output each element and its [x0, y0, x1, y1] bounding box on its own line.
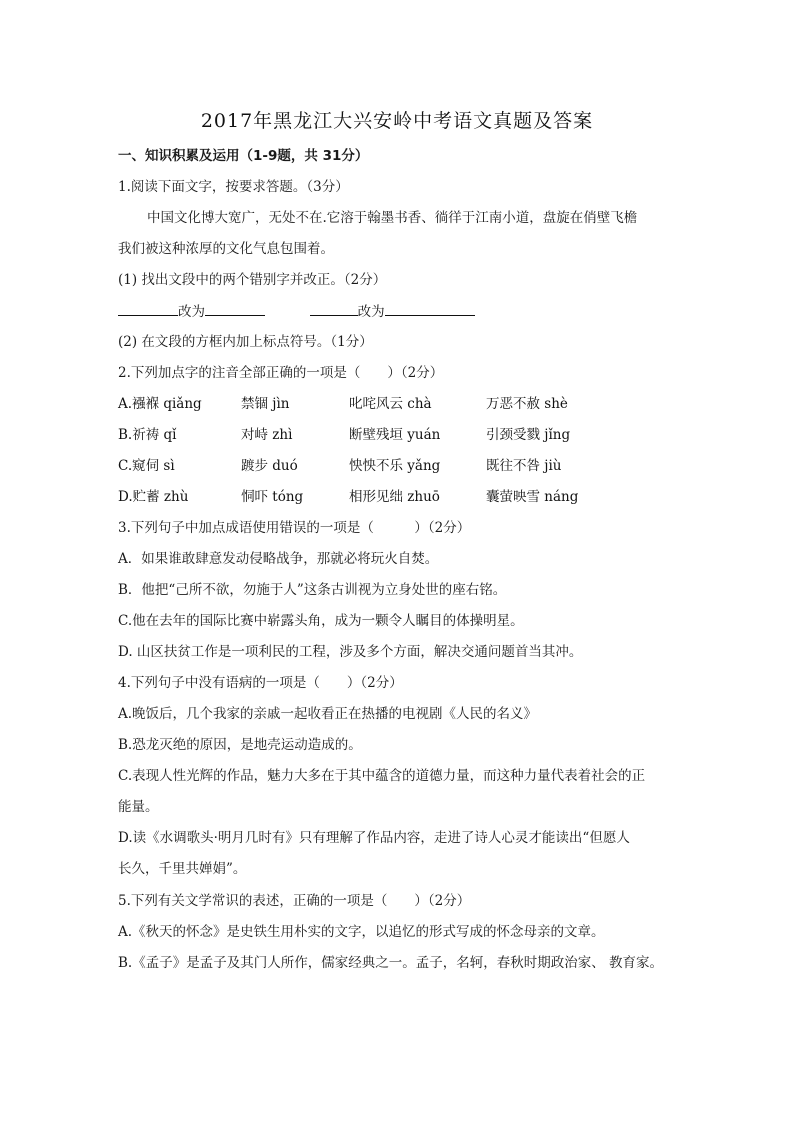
question-5-option: A.《秋天的怀念》是史铁生用朴实的文字，以追忆的形式写成的怀念母亲的文章。	[118, 924, 605, 940]
question-5-stem: 5.下列有关文学常识的表述，正确的一项是（ ）（2分）	[118, 893, 471, 909]
question-3-option: C.他在去年的国际比赛中崭露头角，成为一颗令人瞩目的体操明星。	[118, 613, 524, 629]
question-1-sub2: (2) 在文段的方框内加上标点符号。（1分）	[118, 334, 373, 350]
question-4-option: C.表现人性光辉的作品，魅力大多在于其中蕴含的道德力量，而这种力量代表着社会的正	[118, 768, 646, 784]
question-4-option: D.读《水调歌头·明月几时有》只有理解了作品内容，走进了诗人心灵才能读出“但愿人	[118, 830, 630, 846]
question-5-option: B.《孟子》是孟子及其门人所作，儒家经典之一。孟子，名轲，春秋时期政治家、 教育家。	[118, 955, 664, 971]
option-item: 叱咤风云 chà	[349, 396, 432, 412]
option-item: 相形见绌 zhuō	[349, 489, 440, 505]
section-heading: 一、知识积累及运用（1-9题，共 31分）	[118, 148, 369, 164]
option-item: 断壁残垣 yuán	[349, 427, 441, 443]
page-title: 2017年黑龙江大兴安岭中考语文真题及答案	[200, 110, 594, 132]
question-3-option: D. 山区扶贫工作是一项利民的工程，涉及多个方面，解决交通问题首当其冲。	[118, 644, 583, 660]
option-item: 禁锢 jìn	[241, 396, 290, 412]
answer-blank[interactable]	[205, 301, 265, 316]
option-item: 怏怏不乐 yǎng	[349, 458, 441, 474]
question-2-option-row	[118, 487, 678, 507]
question-2-option-row	[118, 425, 678, 445]
question-4-option-continued: 能量。	[118, 799, 159, 815]
option-item: D.贮蓄 zhù	[118, 489, 189, 505]
question-1-sub1: (1) 找出文段中的两个错别字并改正。（2分）	[118, 272, 387, 288]
option-item: 万恶不赦 shè	[486, 396, 568, 412]
option-item: A.襁褓 qiǎng	[118, 396, 202, 412]
answer-blank[interactable]	[385, 301, 475, 316]
change-label: 改为	[178, 304, 205, 320]
option-item: 既往不咎 jiù	[486, 458, 562, 474]
question-4-option-continued: 长久，千里共婵娟”。	[118, 861, 247, 877]
question-3-option: A．如果谁敢肆意发动侵略战争，那就必将玩火自焚。	[118, 551, 439, 567]
option-item: 恫吓 tóng	[241, 489, 304, 505]
question-4-option: A.晚饭后，几个我家的亲戚一起收看正在热播的电视剧《人民的名义》	[118, 706, 538, 722]
question-2-stem: 2.下列加点字的注音全部正确的一项是（ ）（2分）	[118, 365, 444, 381]
question-4-stem: 4.下列句子中没有语病的一项是（ ）（2分）	[118, 675, 403, 691]
answer-blanks-row	[118, 301, 475, 322]
option-item: 对峙 zhì	[241, 427, 293, 443]
question-1-stem: 1.阅读下面文字，按要求答题。（3分）	[118, 179, 349, 195]
answer-blank[interactable]	[118, 301, 178, 316]
question-1-passage-line: 我们被这种浓厚的文化气息包围着。	[118, 241, 334, 257]
option-item: 引颈受戮 jǐng	[486, 427, 571, 443]
change-label: 改为	[357, 304, 385, 320]
question-2-option-row	[118, 394, 678, 414]
option-item: B.祈祷 qǐ	[118, 427, 177, 443]
question-2-option-row	[118, 456, 678, 476]
question-3-stem: 3.下列句子中加点成语使用错误的一项是（ ）（2分）	[118, 520, 471, 536]
question-4-option: B.恐龙灭绝的原因，是地壳运动造成的。	[118, 737, 362, 753]
option-item: C.窥伺 sì	[118, 458, 175, 474]
question-1-passage-line: 中国文化博大宽广，无处不在.它溶于翰墨书香、徜徉于江南小道，盘旋在俏壁飞檐	[147, 210, 638, 226]
question-3-option: B．他把“己所不欲，勿施于人”这条古训视为立身处世的座右铭。	[118, 582, 507, 598]
answer-blank[interactable]	[310, 301, 358, 316]
option-item: 囊萤映雪 náng	[486, 489, 579, 505]
option-item: 踱步 duó	[241, 458, 298, 474]
